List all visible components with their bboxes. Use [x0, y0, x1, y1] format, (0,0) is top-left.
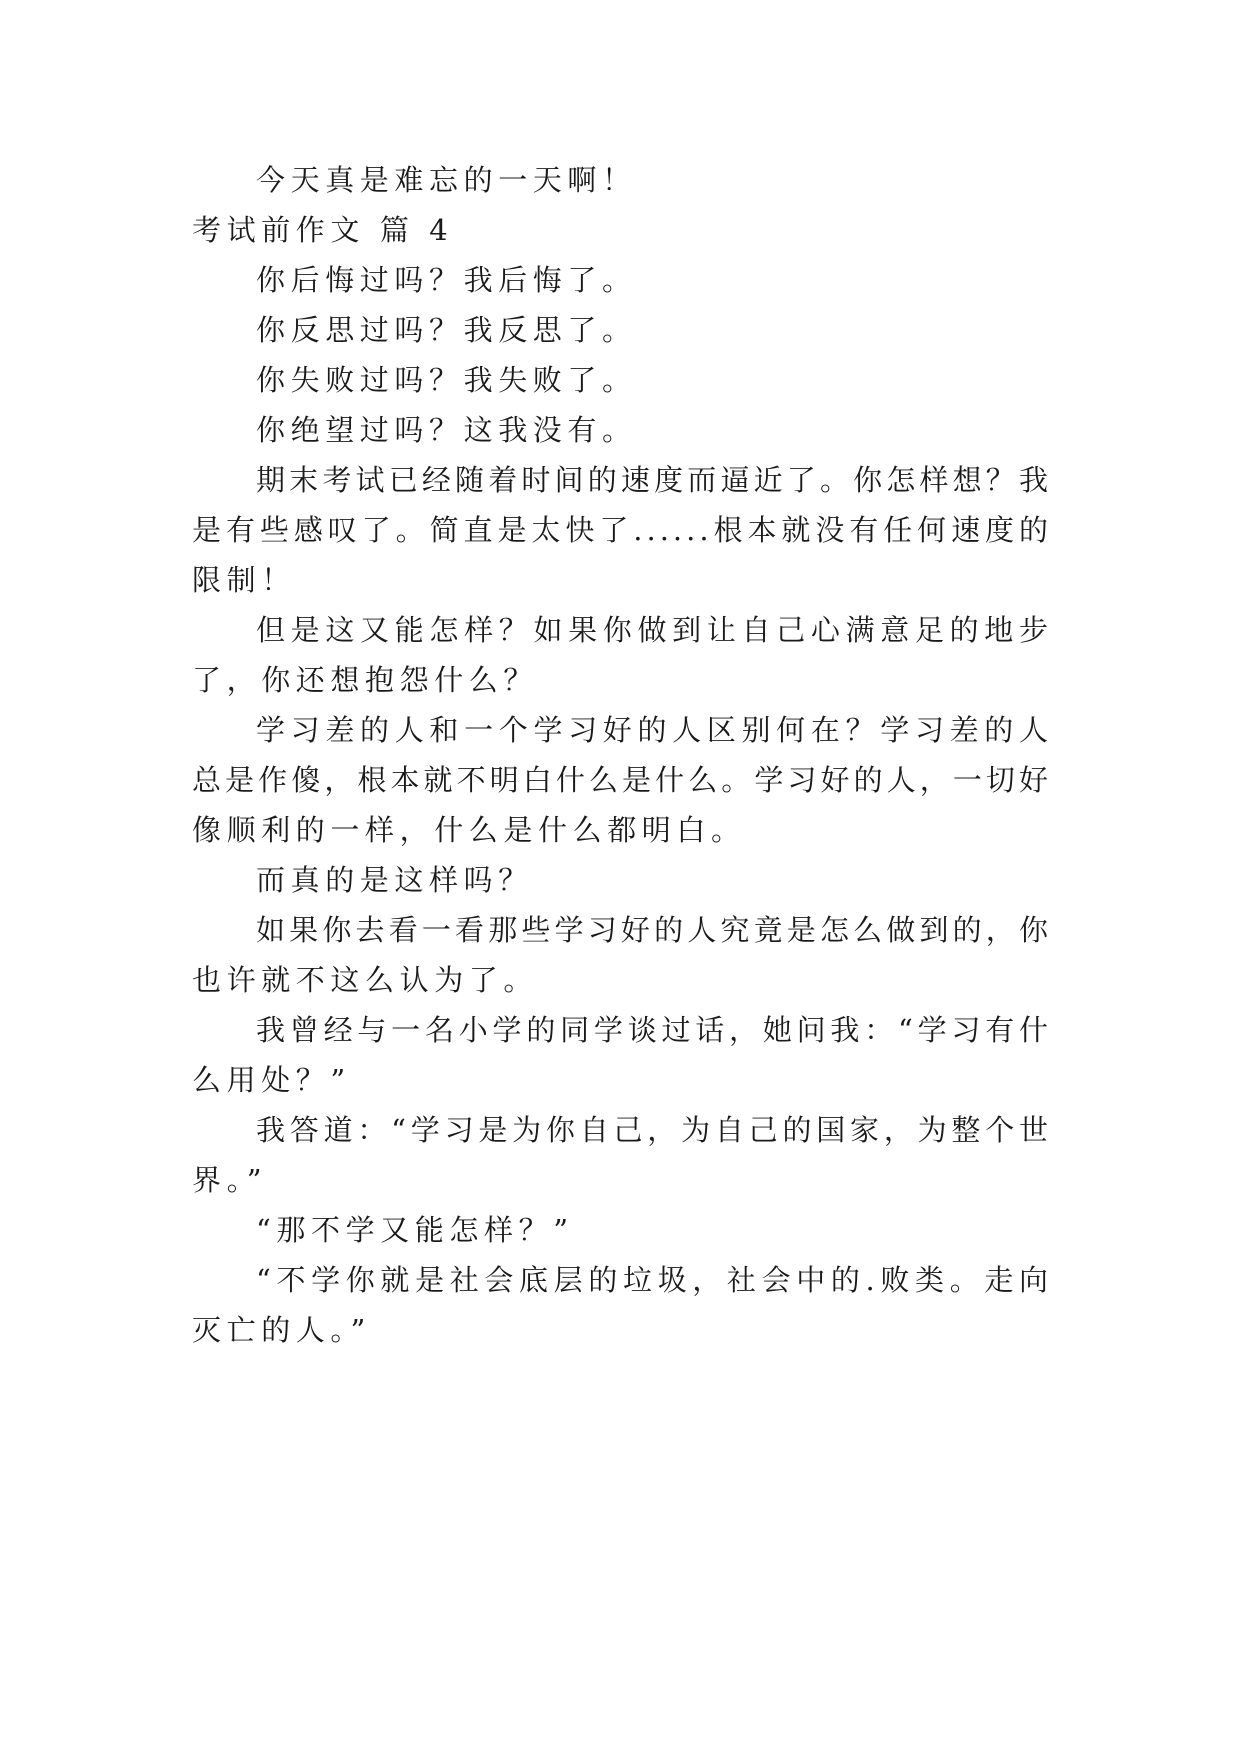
- paragraph: [192, 605, 1052, 705]
- question-line: 你后悔过吗？我后悔了。: [256, 263, 637, 297]
- paragraph-line: 是有些感叹了。简直是太快了......根本就没有任何速度的: [192, 513, 1052, 547]
- paragraph: [192, 705, 1052, 855]
- paragraph-line: 总是作傻，根本就不明白什么是什么。学习好的人，一切好: [192, 763, 1052, 797]
- paragraph: [192, 905, 1052, 1005]
- section-heading: 考试前作文 篇 4: [192, 213, 454, 247]
- paragraph-line: 也许就不这么认为了。: [192, 963, 539, 997]
- paragraph-line: 了，你还想抱怨什么？: [192, 663, 539, 697]
- paragraph-line: 灭亡的人。”: [192, 1313, 371, 1347]
- document-page: [192, 155, 1052, 1355]
- paragraph: [192, 1255, 1052, 1355]
- paragraph-line: 我曾经与一名小学的同学谈过话，她问我：“学习有什: [256, 1013, 1052, 1047]
- paragraph-line: 么用处？”: [192, 1063, 351, 1097]
- paragraph-line: 但是这又能怎样？如果你做到让自己心满意足的地步: [256, 613, 1052, 647]
- paragraph-line: 我答道：“学习是为你自己，为自己的国家，为整个世: [256, 1113, 1052, 1147]
- paragraph: [192, 455, 1052, 605]
- paragraph-line: 而真的是这样吗？: [256, 863, 533, 897]
- question-line: 你失败过吗？我失败了。: [256, 363, 637, 397]
- paragraph-line: 像顺利的一样，什么是什么都明白。: [192, 813, 746, 847]
- paragraph-line: “不学你就是社会底层的垃圾，社会中的.败类。走向: [256, 1263, 1052, 1297]
- paragraph-line: 今天真是难忘的一天啊！: [256, 163, 637, 197]
- question-line: 你反思过吗？我反思了。: [256, 313, 637, 347]
- question-line: 你绝望过吗？这我没有。: [256, 413, 637, 447]
- paragraph-line: 学习差的人和一个学习好的人区别何在？学习差的人: [256, 713, 1052, 747]
- paragraph: [192, 1005, 1052, 1105]
- paragraph-line: “那不学又能怎样？”: [256, 1213, 574, 1247]
- paragraph-line: 界。”: [192, 1163, 268, 1197]
- paragraph: [192, 1105, 1052, 1205]
- paragraph-line: 限制！: [192, 563, 296, 597]
- paragraph-line: 期末考试已经随着时间的速度而逼近了。你怎样想？我: [256, 463, 1052, 497]
- paragraph-line: 如果你去看一看那些学习好的人究竟是怎么做到的，你: [256, 913, 1052, 947]
